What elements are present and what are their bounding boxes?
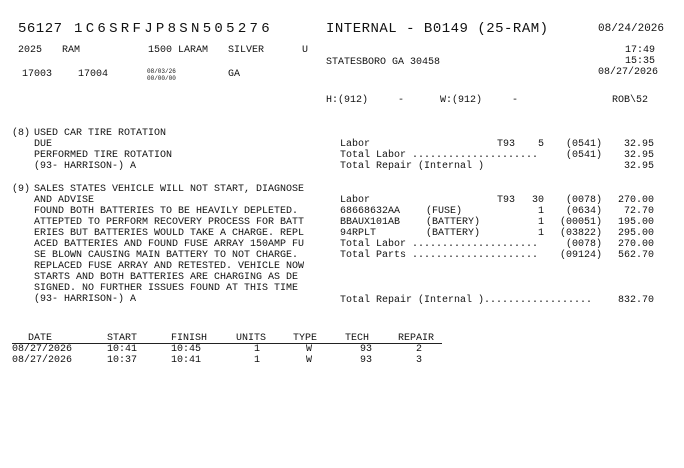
cell-tech: 93 [360, 355, 373, 366]
part-description: (BATTERY) [426, 217, 481, 228]
cell-tech: 93 [360, 344, 373, 355]
part-amount: 295.00 [617, 228, 654, 239]
part-description: (BATTERY) [426, 228, 481, 239]
cell-date: 08/27/2026 [12, 344, 73, 355]
advisor: ROB\52 [612, 95, 649, 106]
job-2-line: ATTEPTED TO PERFORM RECOVERY PROCESS FOR BATT [34, 217, 305, 228]
part-qty: 1 [537, 206, 544, 217]
job-2-total-parts-code: (09124) [559, 250, 602, 261]
job-1-labor-qty: 5 [537, 139, 544, 150]
job-1-total-repair-label: Total Repair (Internal ) [340, 161, 485, 172]
ro-title: INTERNAL - B0149 (25-RAM) [326, 21, 549, 37]
job-2-labor-amount: 270.00 [617, 195, 654, 206]
part-amount: 72.70 [623, 206, 654, 217]
cell-repair: 3 [416, 355, 423, 366]
vehicle-make: RAM [62, 45, 81, 56]
vin: 1C6SRFJP8SN505276 [74, 21, 273, 37]
home-phone: H:(912) - [326, 95, 405, 106]
part-qty: 1 [537, 217, 544, 228]
job-1-total-labor-label: Total Labor ..................... [340, 150, 539, 161]
job-2-total-labor-label: Total Labor ..................... [340, 239, 539, 250]
job-2-line: FOUND BOTH BATTERIES TO BE HEAVILY DEPLETED. [34, 206, 299, 217]
cell-units: 1 [254, 355, 261, 366]
col-start-header: START [107, 333, 138, 344]
job-2-labor-code2: (0078) [565, 195, 602, 206]
job-1-total-labor-amount: 32.95 [623, 150, 654, 161]
col-date-header: DATE [28, 333, 53, 344]
job-2-line: STARTS AND BOTH BATTERIES ARE CHARGING AS DE [34, 272, 299, 283]
cell-type: W [306, 355, 313, 366]
part-amount: 195.00 [617, 217, 654, 228]
job-2-line: SALES STATES VEHICLE WILL NOT START, DIAGNOSE [34, 184, 305, 195]
job-1-labor-label: Labor [340, 139, 371, 150]
job-2-labor-label: Labor [340, 195, 371, 206]
cell-finish: 10:45 [171, 344, 202, 355]
job-2-total-parts-label: Total Parts ..................... [340, 250, 539, 261]
part-code: (03822) [559, 228, 602, 239]
code-2: 17004 [78, 69, 109, 80]
job-2-labor-qty: 30 [531, 195, 544, 206]
ro-number: 56127 [18, 21, 63, 37]
job-1-line: DUE [34, 139, 53, 150]
job-2-line: SIGNED. NO FURTHER ISSUES FOUND AT THIS TIME [34, 283, 299, 294]
job-2-number: (9) [12, 184, 31, 195]
cell-start: 10:37 [107, 355, 138, 366]
cell-start: 10:41 [107, 344, 138, 355]
col-finish-header: FINISH [171, 333, 208, 344]
job-1-labor-code2: (0541) [565, 139, 602, 150]
state: GA [228, 69, 241, 80]
job-2-total-parts-amount: 562.70 [617, 250, 654, 261]
job-2-total-repair-label: Total Repair (Internal ).................. [340, 295, 593, 306]
part-number: 94RPLT [340, 228, 377, 239]
part-number: 68668632AA [340, 206, 401, 217]
job-1-line: (93- HARRISON-) A [34, 161, 137, 172]
time-out: 15:35 [625, 56, 656, 67]
cell-units: 1 [254, 344, 261, 355]
vehicle-model: 1500 LARAM [148, 45, 209, 56]
job-2-total-labor-code: (0078) [565, 239, 602, 250]
job-2-line: ACED BATTERIES AND FOUND FUSE ARRAY 150AMP FU [34, 239, 305, 250]
vehicle-year: 2025 [18, 45, 43, 56]
cell-type: W [306, 344, 313, 355]
part-code: (00051) [559, 217, 602, 228]
part-description: (FUSE) [426, 206, 463, 217]
small-date-2: 00/00/00 [147, 75, 176, 82]
job-2-description [34, 184, 304, 305]
part-code: (0634) [565, 206, 602, 217]
job-1-total-repair-amount: 32.95 [623, 161, 654, 172]
job-2-line: REPLACED FUSE ARRAY AND RETESTED. VEHICLE NOW [34, 261, 305, 272]
promise-date: 08/27/2026 [598, 67, 659, 78]
part-qty: 1 [537, 228, 544, 239]
job-1-description [34, 128, 172, 172]
location: STATESBORO GA 30458 [326, 57, 441, 68]
job-1-total-labor-code: (0541) [565, 150, 602, 161]
job-2-labor-code: T93 [497, 195, 516, 206]
col-units-header: UNITS [236, 333, 267, 344]
work-phone: W:(912) - [440, 95, 519, 106]
cell-date: 08/27/2026 [12, 355, 73, 366]
job-1-line: PERFORMED TIRE ROTATION [34, 150, 173, 161]
time-log-divider [12, 343, 442, 344]
job-1-number: (8) [12, 128, 31, 139]
cell-finish: 10:41 [171, 355, 202, 366]
vehicle-color: SILVER [228, 45, 265, 56]
time-in: 17:49 [625, 45, 656, 56]
col-repair-header: REPAIR [398, 333, 435, 344]
part-number: BBAUX101AB [340, 217, 401, 228]
cell-repair: 2 [416, 344, 423, 355]
job-1-labor-amount: 32.95 [623, 139, 654, 150]
job-2-line: SE BLOWN CAUSING MAIN BATTERY TO NOT CHARGE. [34, 250, 299, 261]
job-2-total-labor-amount: 270.00 [617, 239, 654, 250]
job-1-labor-code: T93 [497, 139, 516, 150]
vehicle-type-code: U [302, 45, 309, 56]
code-1: 17003 [22, 69, 53, 80]
col-tech-header: TECH [345, 333, 370, 344]
job-2-line: ERIES BUT BATTERIES WOULD TAKE A CHARGE. REPL [34, 228, 305, 239]
col-type-header: TYPE [293, 333, 318, 344]
job-2-line: AND ADVISE [34, 195, 95, 206]
job-2-total-repair-amount: 832.70 [617, 295, 654, 306]
job-1-line: USED CAR TIRE ROTATION [34, 128, 167, 139]
small-date-1: 08/03/26 [147, 68, 176, 75]
job-2-line: (93- HARRISON-) A [34, 294, 137, 305]
header-date: 08/24/2026 [598, 23, 665, 35]
